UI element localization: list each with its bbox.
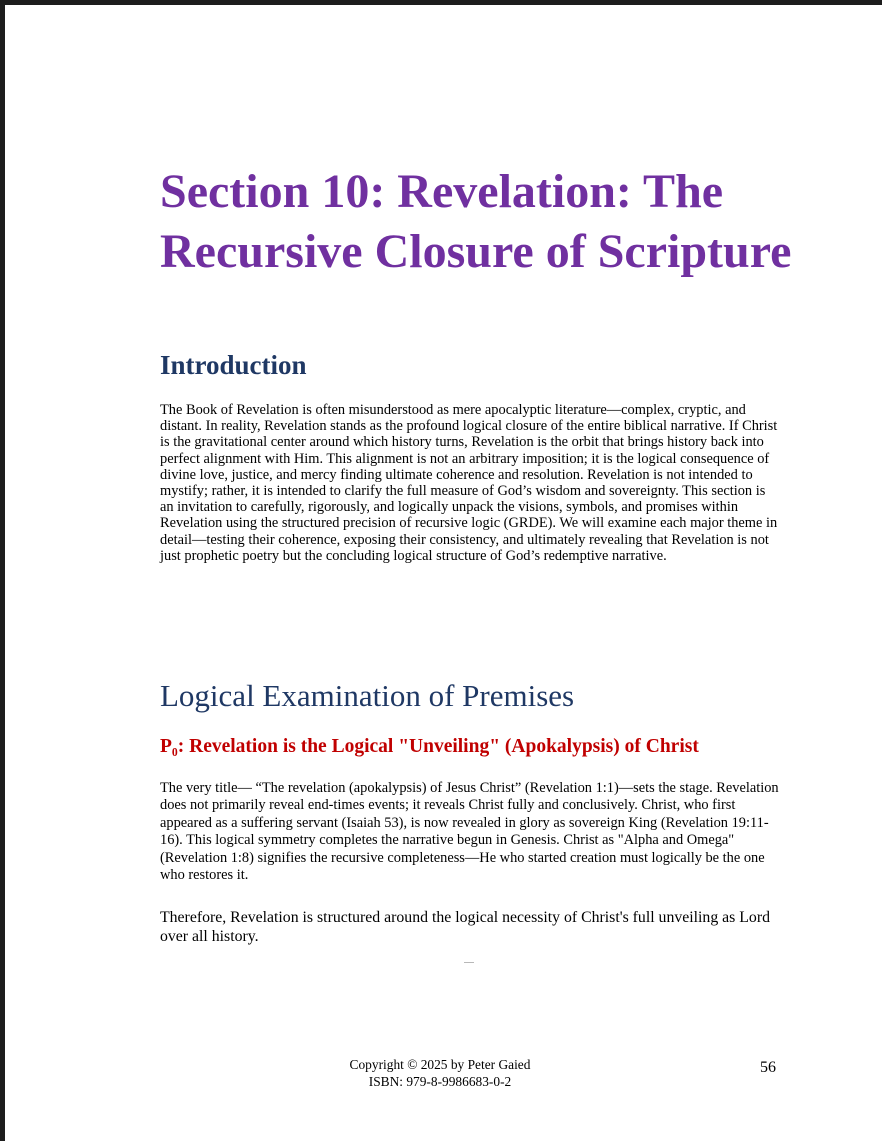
premise-p0-paragraph: The very title— “The revelation (apokalypsis) of Jesus Christ” (Revelation 1:1)—sets the stage. Revelation does not primarily reveal end-times events; it reveals Christ fully and conclusively. Christ, who first appeared as a suffering servant (Isaiah 53), is now revealed in glory as sovereign King (Revelation 19:11-16). This logical symmetry completes the narrative begun in Genesis. Christ as "Alpha and Omega" (Revelation 1:8) signifies the recursive completeness—He who started creation must logically be the one who restores it.	[160, 780, 779, 884]
page-title: Section 10: Revelation: The Recursive Closure of Scripture	[160, 165, 792, 278]
page-footer	[320, 1057, 560, 1090]
footer-copyright: Copyright © 2025 by Peter Gaied	[349, 1057, 531, 1072]
footer-isbn: ISBN: 979-8-9986683-0-2	[368, 1073, 512, 1089]
premise-p0-conclusion: Therefore, Revelation is structured around the logical necessity of Christ's full unveiling as Lord over all history.	[160, 909, 770, 945]
introduction-heading: Introduction	[160, 350, 307, 380]
viewer-frame-left	[0, 0, 5, 1141]
introduction-paragraph: The Book of Revelation is often misunderstood as mere apocalyptic literature—complex, cryptic, and distant. In reality, Revelation stands as the profound logical closure of the entire biblical narrative. If Christ is the gravitational center around which history turns, Revelation is the orbit that brings history back into perfect alignment with Him. This alignment is not an arbitrary imposition; it is the logical consequence of divine love, justice, and mercy finding ultimate coherence and resolution. Revelation is not intended to mystify; rather, it is intended to clarify the full measure of God’s wisdom and sovereignty. This section is an invitation to carefully, rigorously, and logically unpack the visions, symbols, and promises within Revelation using the structured precision of recursive logic (GRDE). We will examine each major theme in detail—testing their coherence, exposing their consistency, and ultimately revealing that Revelation is not just prophetic poetry but the concluding logical structure of God’s redemptive narrative.	[160, 402, 778, 564]
divider-mark	[464, 962, 474, 963]
premise-p0-heading: P₀: Revelation is the Logical "Unveiling" (Apokalypsis) of Christ	[160, 736, 699, 757]
premises-section-heading: Logical Examination of Premises	[160, 678, 575, 713]
page-number: 56	[760, 1059, 776, 1076]
viewer-frame-top	[0, 0, 882, 5]
